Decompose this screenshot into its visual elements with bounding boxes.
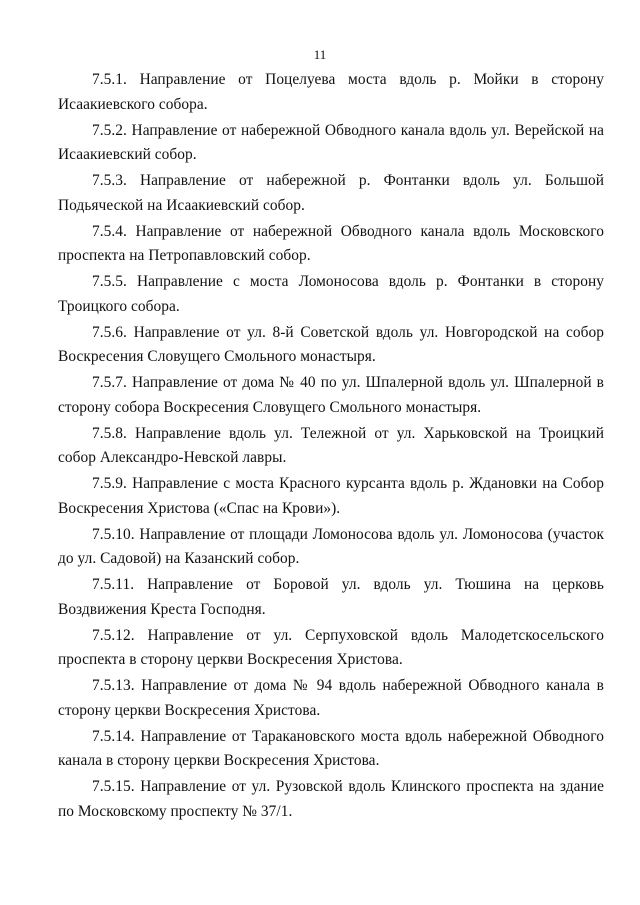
paragraph-7-5-9: 7.5.9. Направление с моста Красного курсанта вдоль р. Ждановки на Собор Воскресения Христова («Спас на Крови»). <box>58 475 604 517</box>
paragraph-7-5-2: 7.5.2. Направление от набережной Обводного канала вдоль ул. Верейской на Исаакиевский собор. <box>58 121 604 163</box>
paragraph-7-5-5: 7.5.5. Направление с моста Ломоносова вдоль р. Фонтанки в сторону Троицкого собора. <box>58 273 604 315</box>
paragraph-7-5-3: 7.5.3. Направление от набережной р. Фонтанки вдоль ул. Большой Подьяческой на Исаакиевский собор. <box>58 172 604 214</box>
paragraph-7-5-12: 7.5.12. Направление от ул. Серпуховской вдоль Малодетскосельского проспекта в сторону церкви Воскресения Христова. <box>58 626 604 668</box>
page-number: 11 <box>313 47 327 62</box>
paragraph-7-5-10: 7.5.10. Направление от площади Ломоносова вдоль ул. Ломоносова (участок до ул. Садовой) на Казанский собор. <box>58 525 604 567</box>
paragraph-7-5-7: 7.5.7. Направление от дома № 40 по ул. Шпалерной вдоль ул. Шпалерной в сторону собора Воскресения Словущего Смольного монастыря. <box>58 374 604 416</box>
paragraph-7-5-4: 7.5.4. Направление от набережной Обводного канала вдоль Московского проспекта на Петропавловский собор. <box>58 222 604 264</box>
document-body <box>58 68 604 826</box>
paragraph-7-5-1: 7.5.1. Направление от Поцелуева моста вдоль р. Мойки в сторону Исаакиевского собора. <box>58 71 604 113</box>
paragraph-7-5-11: 7.5.11. Направление от Боровой ул. вдоль ул. Тюшина на церковь Воздвижения Креста Господня. <box>58 576 604 618</box>
paragraph-7-5-8: 7.5.8. Направление вдоль ул. Тележной от ул. Харьковской на Троицкий собор Александро-Невской лавры. <box>58 424 604 466</box>
paragraph-7-5-15: 7.5.15. Направление от ул. Рузовской вдоль Клинского проспекта на здание по Московскому проспекту № 37/1. <box>58 778 604 820</box>
paragraph-7-5-6: 7.5.6. Направление от ул. 8-й Советской вдоль ул. Новгородской на собор Воскресения Словущего Смольного монастыря. <box>58 323 604 365</box>
paragraph-7-5-14: 7.5.14. Направление от Таракановского моста вдоль набережной Обводного канала в сторону церкви Воскресения Христова. <box>58 727 604 769</box>
paragraph-7-5-13: 7.5.13. Направление от дома № 94 вдоль набережной Обводного канала в сторону церкви Воскресения Христова. <box>58 677 604 719</box>
